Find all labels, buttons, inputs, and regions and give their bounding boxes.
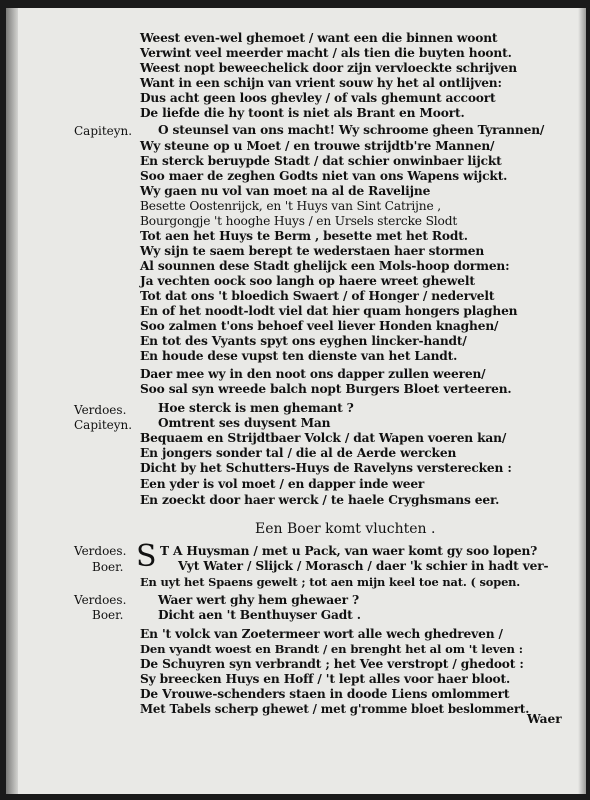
- speaker-name: Verdoes.: [74, 544, 127, 558]
- verse-line: O steunsel van ons macht! Wy schroome gheen Tyrannen/: [158, 123, 545, 137]
- verse-line: Soo maer de zeghen Godts niet van ons Wapens wijckt.: [140, 169, 508, 183]
- verse-line: Dicht by het Schutters-Huys de Ravelyns versterecken :: [140, 461, 512, 475]
- verse-line: De Schuyren syn verbrandt ; het Vee verstropt / ghedoot :: [140, 657, 524, 671]
- verse-line: Weest nopt beweechelick door zijn vervloeckte schrijven: [140, 61, 517, 75]
- verse-line: En jongers sonder tal / die al de Aerde wercken: [140, 446, 457, 460]
- verse-line: En of het noodt-lodt viel dat hier quam hongers plaghen: [140, 304, 518, 318]
- verse-line: Wy steune op u Moet / en trouwe strijdtb're Mannen/: [140, 139, 495, 153]
- verse-line: Sy breecken Huys en Hoff / 't lept alles voor haer bloot.: [140, 672, 511, 686]
- verse-line: Ja vechten oock soo langh op haere wreet ghewelt: [140, 274, 475, 288]
- verse-line: Al sounnen dese Stadt ghelijck een Mols-hoop dormen:: [140, 259, 510, 273]
- verse-line: De Vrouwe-schenders staen in doode Liens omlommert: [140, 687, 510, 701]
- speaker-name: Verdoes.: [74, 593, 127, 607]
- verse-line: Hoe sterck is men ghemant ?: [158, 401, 354, 415]
- verse-line: En sterck beruypde Stadt / dat schier onwinbaer lijckt: [140, 154, 502, 168]
- verse-line: Wy gaen nu vol van moet na al de Ravelijne: [140, 184, 431, 198]
- speaker-name: Boer.: [92, 608, 124, 622]
- verse-line: Met Tabels scherp ghewet / met g'romme bloet beslommert.: [140, 702, 530, 716]
- verse-line: Vyt Water / Slijck / Morasch / daer 'k schier in hadt ver-: [178, 559, 549, 573]
- stage-direction: Een Boer komt vluchten .: [255, 521, 436, 537]
- verse-line: Bourgongje 't hooghe Huys / en Ursels stercke Slodt: [140, 214, 458, 228]
- catchword: Waer: [527, 712, 562, 726]
- verse-line: En tot des Vyants spyt ons eyghen lincker-handt/: [140, 334, 467, 348]
- verse-line: Weest even-wel ghemoet / want een die binnen woont: [140, 31, 498, 45]
- verse-line: De liefde die hy toont is niet als Brant en Moort.: [140, 106, 465, 120]
- verse-line: Den vyandt woest en Brandt / en brenght het al om 't leven :: [140, 642, 523, 656]
- speaker-name: Verdoes.: [74, 403, 127, 417]
- page-gutter-shadow: [6, 8, 18, 794]
- verse-line: En zoeckt door haer werck / te haele Cryghsmans eer.: [140, 493, 500, 507]
- verse-line: T A Huysman / met u Pack, van waer komt gy soo lopen?: [160, 544, 538, 558]
- drop-initial: S: [136, 539, 157, 574]
- verse-line: Verwint veel meerder macht / als tien die buyten hoont.: [140, 46, 512, 60]
- verse-line: Daer mee wy in den noot ons dapper zullen weeren/: [140, 367, 486, 381]
- verse-line: Wy sijn te saem berept te wederstaen haer stormen: [140, 244, 485, 258]
- verse-line: Besette Oostenrijck, en 't Huys van Sint Catrijne ,: [140, 199, 441, 213]
- speaker-name: Capiteyn.: [74, 124, 133, 138]
- verse-line: Omtrent ses duysent Man: [158, 416, 331, 430]
- verse-line: En houde dese vupst ten dienste van het Landt.: [140, 349, 458, 363]
- speaker-name: Boer.: [92, 560, 124, 574]
- speaker-name: Capiteyn.: [74, 418, 133, 432]
- verse-line: Want in een schijn van vrient souw hy het al ontlijven:: [140, 76, 502, 90]
- verse-line: Tot aen het Huys te Berm , besette met het Rodt.: [140, 229, 468, 243]
- page-edge: [578, 8, 586, 794]
- verse-line: En 't volck van Zoetermeer wort alle wech ghedreven /: [140, 627, 503, 641]
- verse-line: Een yder is vol moet / en dapper inde weer: [140, 477, 425, 491]
- verse-line: Dicht aen 't Benthuyser Gadt .: [158, 608, 361, 622]
- verse-line: Tot dat ons 't bloedich Swaert / of Honger / nedervelt: [140, 289, 495, 303]
- verse-line: Soo zalmen t'ons behoef veel liever Honden knaghen/: [140, 319, 499, 333]
- verse-line: Dus acht geen loos ghevley / of vals ghemunt accoort: [140, 91, 496, 105]
- verse-line: Bequaem en Strijdtbaer Volck / dat Wapen voeren kan/: [140, 431, 507, 445]
- verse-line: Waer wert ghy hem ghewaer ?: [158, 593, 359, 607]
- verse-line: Soo sal syn wreede balch nopt Burgers Bloet verteeren.: [140, 382, 512, 396]
- verse-line: En uyt het Spaens gewelt ; tot aen mijn keel toe nat. ( sopen.: [140, 575, 521, 589]
